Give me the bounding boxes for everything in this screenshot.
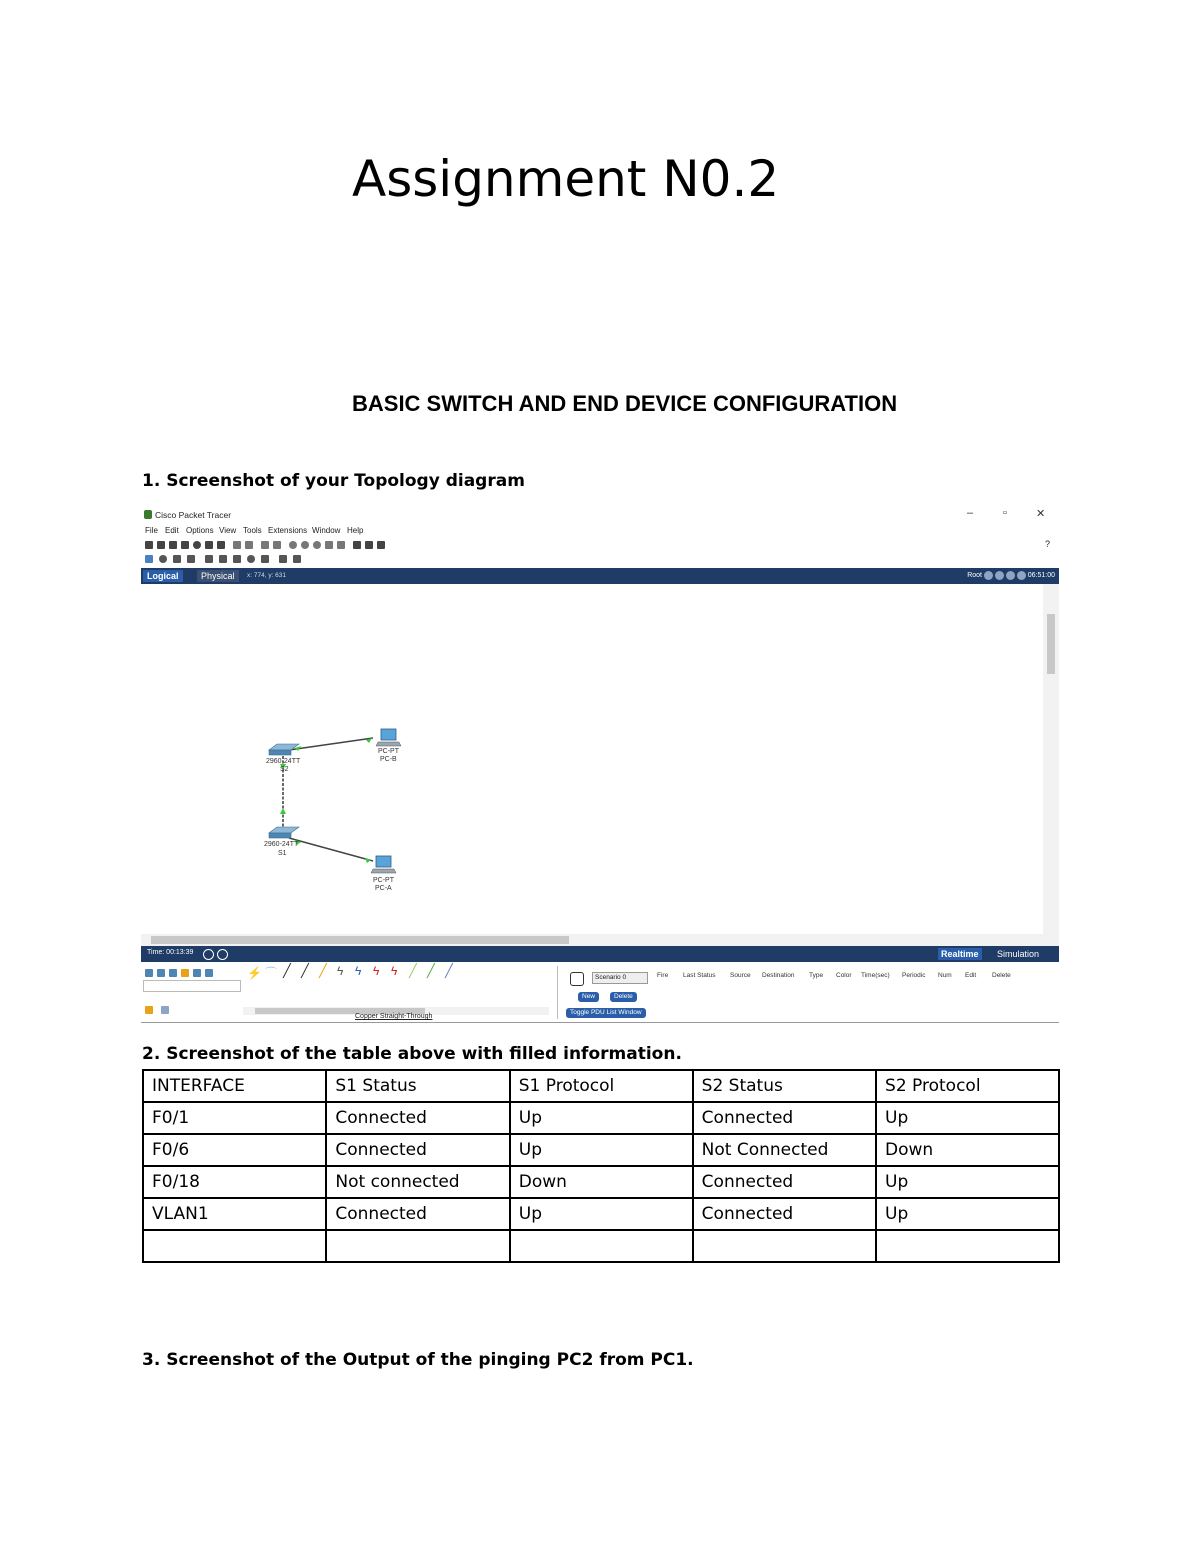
menu-options[interactable]: Options — [186, 526, 214, 535]
switch-s1-icon[interactable] — [269, 827, 299, 838]
select-icon[interactable] — [145, 555, 153, 563]
fire-pdu-icon[interactable] — [570, 972, 584, 986]
simulation-time: Time: 00:13:39 — [147, 949, 194, 956]
horizontal-scrollbar[interactable] — [141, 934, 1059, 946]
save-icon[interactable] — [169, 541, 177, 549]
table-cell: Up — [510, 1102, 693, 1134]
rectangle-icon[interactable] — [325, 541, 333, 549]
cluster-icon[interactable] — [995, 571, 1004, 580]
table-cell: F0/18 — [143, 1166, 326, 1198]
fast-forward-icon[interactable] — [217, 949, 228, 960]
complex-pdu-icon[interactable] — [293, 555, 301, 563]
link-light — [365, 858, 371, 863]
table-header-cell: S1 Status — [326, 1070, 509, 1102]
root-label[interactable]: Root — [967, 572, 982, 579]
multiuser-icon[interactable] — [205, 969, 213, 977]
pdu-col-num: Num — [938, 972, 952, 979]
workspace-tabbar — [141, 568, 1059, 584]
pt-secondary-toolbar — [141, 552, 1059, 566]
draw-rectangle-icon[interactable] — [233, 555, 241, 563]
toggle-pdu-list-button[interactable]: Toggle PDU List Window — [566, 1008, 646, 1018]
iot-custom-cable-icon[interactable]: ╱ — [427, 963, 435, 978]
help-icon[interactable]: ? — [1045, 539, 1051, 549]
topology-diagram — [141, 584, 1043, 934]
table-cell: Up — [876, 1198, 1059, 1230]
pdu-col-edit: Edit — [965, 972, 977, 979]
pt-statusbar — [141, 946, 1059, 962]
menu-help[interactable]: Help — [347, 526, 364, 535]
copper-cross-over-icon[interactable]: ╱ — [301, 963, 309, 978]
tab-physical[interactable]: Physical — [197, 570, 239, 582]
restore-button[interactable]: ▫ — [1003, 507, 1007, 519]
network-info-icon[interactable] — [365, 541, 373, 549]
table-row — [143, 1166, 1059, 1198]
table-cell: Up — [510, 1134, 693, 1166]
pdu-col-last-status: Last Status — [683, 972, 716, 979]
table-cell: Up — [876, 1166, 1059, 1198]
pdu-col-time: Time(sec) — [861, 972, 890, 979]
draw-line-icon[interactable] — [219, 555, 227, 563]
table-cell: F0/1 — [143, 1102, 326, 1134]
inspect-icon[interactable] — [159, 555, 167, 563]
table-cell — [876, 1230, 1059, 1262]
table-cell: Up — [876, 1102, 1059, 1134]
note-icon[interactable] — [205, 555, 213, 563]
pdu-col-source: Source — [730, 972, 751, 979]
serial-dte-icon[interactable]: ϟ — [391, 964, 398, 978]
usb-cable-icon[interactable]: ╱ — [445, 963, 453, 978]
paste-icon[interactable] — [217, 541, 225, 549]
menu-extensions[interactable]: Extensions — [268, 526, 308, 535]
menu-file[interactable]: File — [145, 526, 158, 535]
auto-connection-icon[interactable]: ⚡ — [247, 966, 262, 980]
components-icon[interactable] — [169, 969, 177, 977]
palette-icon[interactable] — [337, 541, 345, 549]
close-button[interactable]: ✕ — [1036, 508, 1046, 520]
table-cell: Connected — [693, 1102, 876, 1134]
table-cell: Not connected — [326, 1166, 509, 1198]
pt-menubar — [141, 525, 1059, 538]
table-header-cell: S2 Status — [693, 1070, 876, 1102]
selected-cable-label: Copper Straight-Through — [355, 1013, 433, 1020]
table-header-row — [143, 1070, 1059, 1102]
interface-status-table — [142, 1069, 1060, 1263]
table-cell — [143, 1230, 326, 1262]
scenario-dropdown[interactable]: Scenario 0 — [592, 972, 648, 984]
menu-view[interactable]: View — [219, 526, 237, 535]
misc-devices-icon[interactable] — [193, 969, 201, 977]
table-header-cell: S1 Protocol — [510, 1070, 693, 1102]
link-light — [280, 808, 286, 814]
horizontal-scroll-thumb[interactable] — [151, 936, 569, 944]
pt-titlebar — [141, 505, 1059, 525]
page-title: Assignment N0.2 — [352, 150, 780, 208]
pt-app-title: Cisco Packet Tracer — [155, 510, 232, 520]
viewport-icon[interactable] — [984, 571, 993, 580]
logical-workspace[interactable] — [141, 584, 1043, 934]
coordinate-readout: x: 774, y: 631 — [247, 572, 287, 579]
delete-icon[interactable] — [173, 555, 181, 563]
freeform-icon[interactable] — [261, 555, 269, 563]
section-1-heading: 1. Screenshot of your Topology diagram — [142, 471, 525, 491]
table-row — [143, 1198, 1059, 1230]
table-cell: Connected — [693, 1198, 876, 1230]
pdu-col-fire: Fire — [657, 972, 669, 979]
s2-model-label: 2960-24TT — [266, 758, 301, 765]
menu-edit[interactable]: Edit — [165, 526, 179, 535]
pc-a-icon[interactable] — [371, 856, 396, 873]
fiber-cable-icon[interactable]: ╱ — [319, 963, 327, 978]
copy-icon[interactable] — [205, 541, 213, 549]
device-template-icon[interactable] — [353, 541, 361, 549]
vertical-scroll-thumb[interactable] — [1047, 614, 1055, 674]
page-subtitle: BASIC SWITCH AND END DEVICE CONFIGURATION — [352, 391, 898, 416]
table-row — [143, 1102, 1059, 1134]
pc-a-name-label: PC-A — [375, 885, 392, 892]
connections-icon[interactable] — [181, 969, 189, 977]
section-2-heading: 2. Screenshot of the table above with filled information. — [142, 1044, 682, 1064]
s1-model-label: 2960-24TT — [264, 841, 299, 848]
table-cell: F0/6 — [143, 1134, 326, 1166]
realtime-mode-button[interactable]: Realtime — [938, 948, 982, 960]
simulation-mode-button[interactable]: Simulation — [997, 949, 1040, 959]
delete-scenario-button[interactable]: Delete — [610, 992, 637, 1002]
table-row — [143, 1230, 1059, 1262]
packet-tracer-screenshot — [141, 505, 1059, 1023]
activity-wizard-icon[interactable] — [193, 541, 201, 549]
scenario-panel — [557, 966, 654, 1019]
coaxial-cable-icon[interactable]: ϟ — [355, 964, 362, 978]
table-cell — [693, 1230, 876, 1262]
pt-main-toolbar — [141, 538, 1059, 552]
table-header-cell: S2 Protocol — [876, 1070, 1059, 1102]
pdu-col-destination: Destination — [762, 972, 795, 979]
table-cell: Down — [510, 1166, 693, 1198]
console-cable-icon[interactable]: ⌒ — [265, 966, 278, 980]
arrow-right-icon[interactable] — [273, 541, 281, 549]
arrow-left-icon[interactable] — [261, 541, 269, 549]
pdu-col-periodic: Periodic — [902, 972, 926, 979]
minimize-button[interactable]: – — [967, 507, 974, 519]
new-scenario-button[interactable]: New — [578, 992, 599, 1002]
zoom-reset-icon[interactable] — [301, 541, 309, 549]
simple-pdu-icon[interactable] — [279, 555, 287, 563]
table-header-cell: INTERFACE — [143, 1070, 326, 1102]
table-row — [143, 1134, 1059, 1166]
serial-dce-icon[interactable]: ϟ — [373, 964, 380, 978]
device-panel — [141, 962, 1059, 1022]
table-cell: Connected — [326, 1102, 509, 1134]
screenshot-icon[interactable] — [377, 541, 385, 549]
open-file-icon[interactable] — [157, 541, 165, 549]
pdu-col-type: Type — [809, 972, 824, 979]
table-cell — [326, 1230, 509, 1262]
packet-tracer-logo-icon — [144, 510, 152, 519]
table-cell: Down — [876, 1134, 1059, 1166]
resize-shape-icon[interactable] — [187, 555, 195, 563]
end-devices-icon[interactable] — [157, 969, 165, 977]
connection-subtype-icon[interactable] — [161, 1006, 169, 1014]
table-cell: Connected — [326, 1198, 509, 1230]
phone-cable-icon[interactable]: ϟ — [337, 964, 344, 978]
section-3-heading: 3. Screenshot of the Output of the pinging PC2 from PC1. — [142, 1350, 694, 1370]
s1-name-label: S1 — [278, 850, 287, 857]
table-cell: Up — [510, 1198, 693, 1230]
settings-icon[interactable] — [1006, 571, 1015, 580]
pdu-col-delete: Delete — [992, 972, 1011, 979]
pc-b-name-label: PC-B — [380, 756, 397, 763]
draw-ellipse-icon[interactable] — [247, 555, 255, 563]
link-s1-pca[interactable] — [289, 838, 373, 861]
root-area — [967, 570, 1055, 582]
pc-b-icon[interactable] — [376, 729, 401, 746]
vertical-scrollbar[interactable] — [1043, 584, 1059, 934]
clock-readout: 06:51:00 — [1027, 572, 1055, 579]
power-cycle-icon[interactable] — [203, 949, 214, 960]
tab-logical[interactable]: Logical — [143, 570, 183, 582]
device-search-field[interactable] — [143, 980, 241, 992]
new-file-icon[interactable] — [145, 541, 153, 549]
menu-window[interactable]: Window — [312, 526, 341, 535]
undo-icon[interactable] — [233, 541, 241, 549]
table-cell — [510, 1230, 693, 1262]
connection-type-icon[interactable] — [145, 1006, 153, 1014]
copper-straight-through-icon[interactable]: ╱ — [283, 963, 291, 978]
link-s2-pcb[interactable] — [289, 738, 373, 750]
menu-tools[interactable]: Tools — [243, 526, 262, 535]
table-cell: Not Connected — [693, 1134, 876, 1166]
redo-icon[interactable] — [245, 541, 253, 549]
table-cell: VLAN1 — [143, 1198, 326, 1230]
zoom-in-icon[interactable] — [289, 541, 297, 549]
octal-cable-icon[interactable]: ╱ — [409, 963, 417, 978]
pdu-col-color: Color — [836, 972, 852, 979]
pc-b-type-label: PC-PT — [378, 748, 399, 755]
pc-a-type-label: PC-PT — [373, 877, 394, 884]
environment-icon[interactable] — [1017, 571, 1026, 580]
table-cell: Connected — [693, 1166, 876, 1198]
s2-name-label: S2 — [280, 766, 289, 773]
network-devices-icon[interactable] — [145, 969, 153, 977]
zoom-out-icon[interactable] — [313, 541, 321, 549]
print-icon[interactable] — [181, 541, 189, 549]
table-cell: Connected — [326, 1134, 509, 1166]
